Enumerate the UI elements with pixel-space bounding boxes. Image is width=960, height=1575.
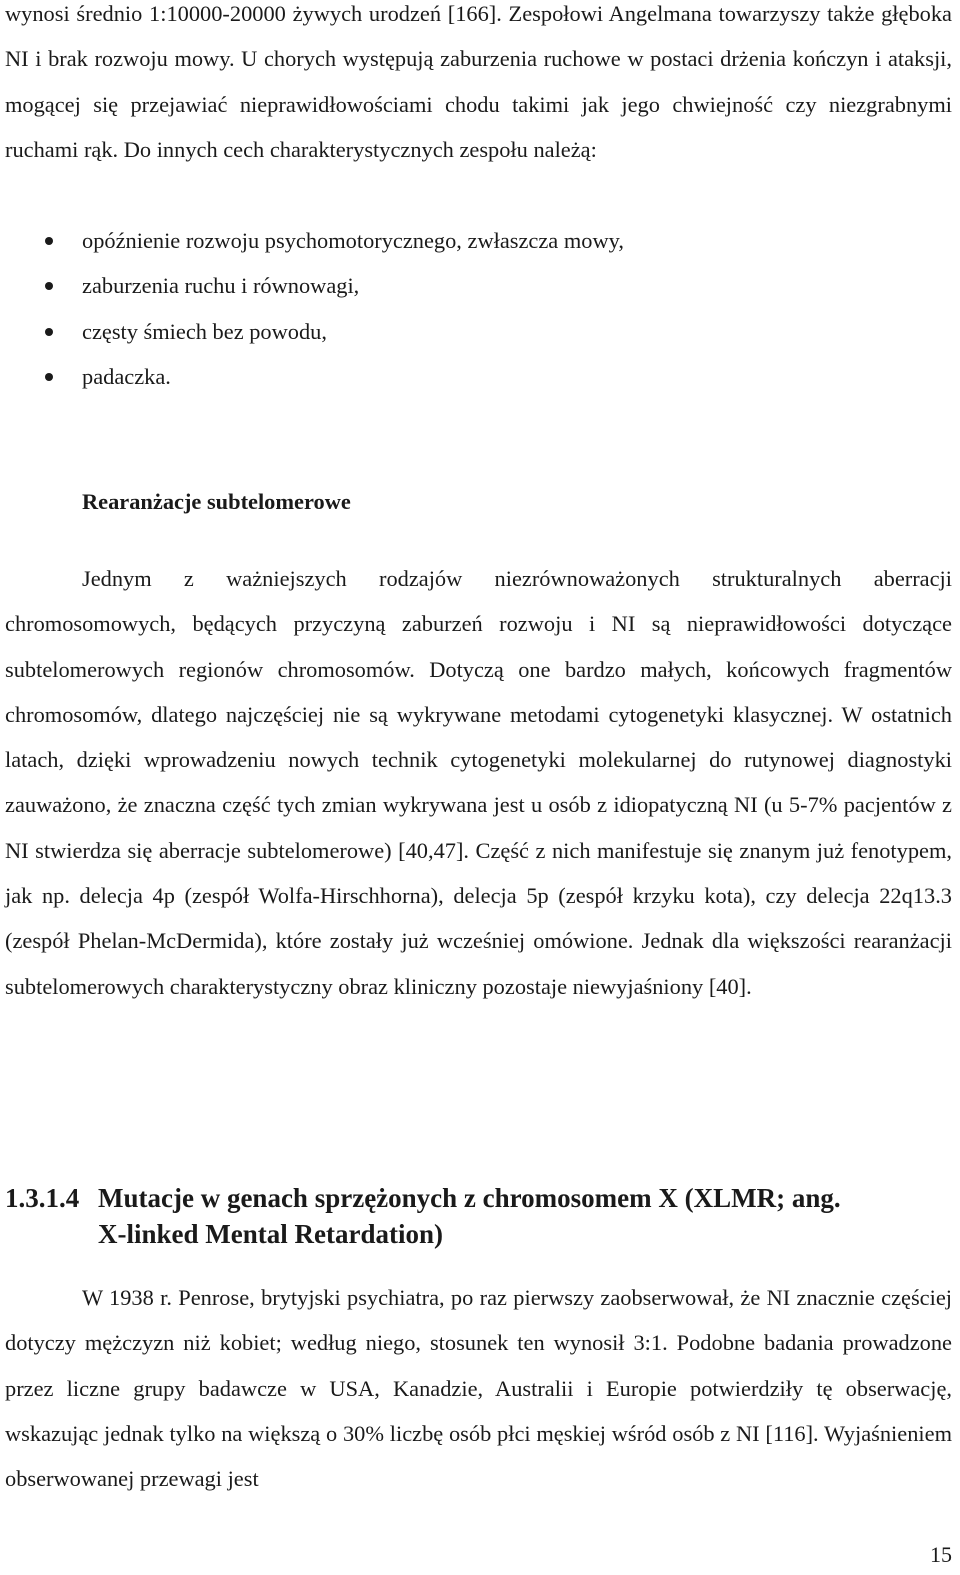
section-paragraph: W 1938 r. Penrose, brytyjski psychiatra, po raz pierwszy zaobserwował, że NI znacznie częściej dotyczy mężczyzn niż kobiet; według niego, stosunek ten wynosił 3:1. Podobne badania prowadzone przez liczne grupy badawcze w USA, Kanadzie, Australii i Europie potwierdziły tę obserwację, wskazując jednak tylko na większą o 30% liczbę osób płci męskiej wśród osób z NI [116]. Wyjaśnieniem obserwowanej przewagi jest xyxy=(5,1285,952,1492)
bullet-icon xyxy=(45,328,53,336)
list-item-text: częsty śmiech bez powodu, xyxy=(82,318,327,344)
list-item xyxy=(0,218,940,263)
list-item xyxy=(0,263,940,308)
feature-list xyxy=(0,218,940,399)
section-number: 1.3.1.4 xyxy=(5,1183,80,1213)
bullet-icon xyxy=(45,282,53,290)
page-number: 15 xyxy=(930,1542,952,1567)
list-item xyxy=(0,309,940,354)
section-heading xyxy=(5,1180,955,1252)
intro-paragraph: wynosi średnio 1:10000-20000 żywych urodzeń [166]. Zespołowi Angelmana towarzyszy także głęboka NI i brak rozwoju mowy. U chorych występują zaburzenia ruchowe w postaci drżenia kończyn i ataksji, mogącej się przejawiać nieprawidłowościami chodu takimi jak jego chwiejność czy niezgrabnymi ruchami rąk. Do innych cech charakterystycznych zespołu należą: xyxy=(5,1,952,162)
bullet-icon xyxy=(45,237,53,245)
bullet-icon xyxy=(45,373,53,381)
section-title-line1: Mutacje w genach sprzężonych z chromosomem X (XLMR; ang. xyxy=(98,1183,841,1213)
list-item xyxy=(0,354,940,399)
list-item-text: padaczka. xyxy=(82,363,171,389)
list-item-text: opóźnienie rozwoju psychomotorycznego, zwłaszcza mowy, xyxy=(82,228,624,253)
section-title-line2: X-linked Mental Retardation) xyxy=(98,1219,443,1249)
subheading: Rearanżacje subtelomerowe xyxy=(82,489,351,514)
list-item-text: zaburzenia ruchu i równowagi, xyxy=(82,273,360,299)
subtelomeric-paragraph: Jednym z ważniejszych rodzajów niezrównoważonych strukturalnych aberracji chromosomowych, będących przyczyną zaburzeń rozwoju i NI są nieprawidłowości dotyczące subtelomerowych regionów chromosomów. Dotyczą one bardzo małych, końcowych fragmentów chromosomów, dlatego najczęściej nie są wykrywane metodami cytogenetyki klasycznej. W ostatnich latach, dzięki wprowadzeniu nowych technik cytogenetyki molekularnej do rutynowej diagnostyki zauważono, że znaczna część tych zmian wykrywana jest u osób z idiopatyczną NI (u 5-7% pacjentów z NI stwierdza się aberracje subtelomerowe) [40,47]. Część z nich manifestuje się znanym już fenotypem, jak np. delecja 4p (zespół Wolfa-Hirschhorna), delecja 5p (zespół krzyku kota), czy delecja 22q13.3 (zespół Phelan-McDermida), które zostały już wcześniej omówione. Jednak dla większości rearanżacji subtelomerowych charakterystyczny obraz kliniczny pozostaje niewyjaśniony [40]. xyxy=(5,566,952,999)
